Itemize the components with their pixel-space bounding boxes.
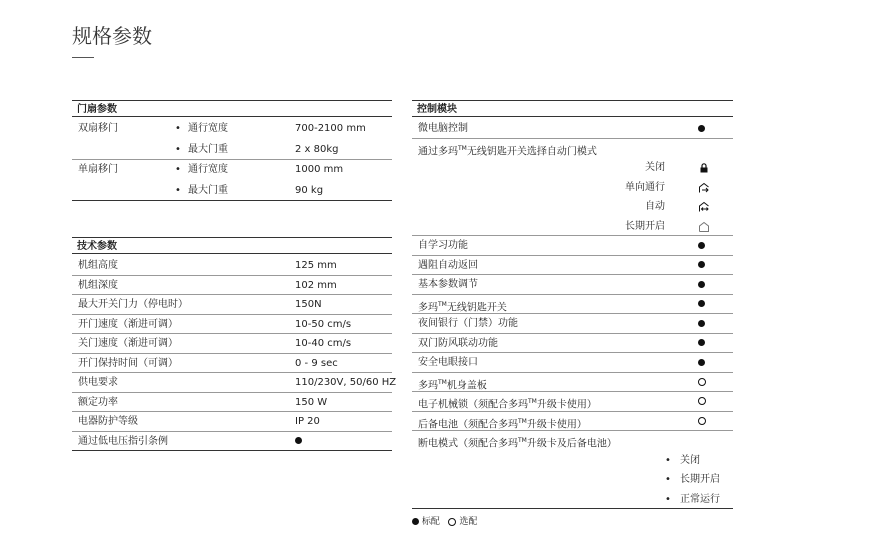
bullet: •	[665, 474, 671, 485]
control-label: 断电模式（须配合多玛™升级卡及后备电池）	[418, 437, 617, 450]
tech-value: 150N	[295, 299, 322, 310]
door-row-double-width	[72, 119, 392, 139]
standard-dot	[698, 236, 705, 256]
page-title: 规格参数	[72, 24, 152, 48]
filled-dot-icon	[698, 339, 705, 346]
mode-label: 长期开启	[625, 220, 665, 232]
bullet: •	[175, 123, 181, 134]
single-width-value: 1000 mm	[295, 164, 344, 175]
control-label: 双门防风联动功能	[418, 337, 498, 349]
auto-icon	[698, 201, 710, 213]
mode-label: 单向通行	[625, 181, 665, 193]
table-row	[72, 295, 392, 315]
control-label: 夜间银行（门禁）功能	[418, 318, 518, 329]
table-row	[412, 392, 733, 412]
table-row	[412, 275, 733, 295]
tech-value: 125 mm	[295, 260, 337, 271]
door-section-header: 门扇参数	[72, 100, 392, 117]
bullet: •	[175, 185, 181, 196]
filled-dot-icon	[698, 261, 705, 268]
optional-ring	[698, 392, 706, 412]
table-row	[72, 432, 392, 452]
hollow-circle-icon	[698, 378, 706, 386]
filled-dot-icon	[698, 359, 705, 366]
door-row-single-width	[72, 160, 392, 180]
tech-label: 关门速度（渐进可调）	[78, 338, 178, 349]
standard-dot	[698, 256, 705, 276]
power-fail-mode-row	[412, 451, 733, 471]
table-row	[412, 353, 733, 373]
legend-standard: 标配	[421, 517, 440, 527]
tech-label: 最大开关门力（停电时）	[78, 299, 188, 310]
control-label: 电子机械锁（须配合多玛™升级卡使用）	[418, 398, 597, 411]
hold-open-icon	[698, 221, 710, 233]
standard-dot	[698, 119, 705, 139]
mode-row-one-way	[412, 178, 733, 198]
control-label: 通过多玛™无线钥匙开关选择自动门模式	[418, 145, 597, 158]
power-fail-mode: 长期开启	[680, 474, 720, 485]
lock-icon	[698, 162, 710, 174]
filled-dot-icon	[698, 300, 705, 307]
table-row	[412, 139, 733, 159]
power-fail-mode: 关闭	[680, 454, 700, 466]
tech-value: 0 - 9 sec	[295, 357, 338, 369]
table-row	[72, 393, 392, 413]
mode-row-auto	[412, 197, 733, 217]
tech-value: IP 20	[295, 416, 320, 427]
table-row	[412, 236, 733, 256]
hollow-circle-icon	[448, 518, 456, 526]
table-row	[412, 412, 733, 432]
double-door-label: 双扇移门	[78, 123, 118, 134]
tech-label: 供电要求	[78, 377, 118, 388]
opening-width-label: 通行宽度	[188, 123, 228, 134]
control-label: 微电脑控制	[418, 123, 468, 134]
table-row	[72, 412, 392, 432]
tech-value: 110/230V, 50/60 HZ	[295, 377, 397, 388]
filled-dot-icon	[698, 242, 705, 249]
single-weight-value: 90 kg	[295, 185, 324, 196]
bullet: •	[665, 493, 671, 505]
door-row-single-weight	[72, 181, 392, 201]
hollow-circle-icon	[698, 417, 706, 425]
table-row	[412, 295, 733, 315]
tech-value: 10-50 cm/s	[295, 318, 352, 330]
table-row	[72, 256, 392, 276]
single-door-label: 单扇移门	[78, 164, 118, 175]
filled-dot-icon	[698, 125, 705, 132]
tech-label: 开门速度（渐进可调）	[78, 318, 178, 330]
door-row-double-weight	[72, 140, 392, 160]
tech-label: 机组深度	[78, 279, 118, 291]
filled-dot-icon	[412, 518, 419, 525]
filled-dot-icon	[698, 320, 705, 327]
table-row	[412, 314, 733, 334]
filled-dot-icon	[698, 281, 705, 288]
tech-label: 开门保持时间（可调）	[78, 357, 178, 369]
tech-value: 150 W	[295, 396, 328, 408]
max-weight-label: 最大门重	[188, 185, 228, 196]
tech-value: 102 mm	[295, 279, 337, 291]
tech-label: 额定功率	[78, 396, 118, 408]
bullet: •	[665, 454, 671, 466]
opening-width-label: 通行宽度	[188, 164, 228, 175]
optional-ring	[698, 373, 706, 393]
max-weight-label: 最大门重	[188, 144, 228, 155]
table-row	[412, 373, 733, 393]
mode-row-closed	[412, 158, 733, 178]
tech-section-header: 技术参数	[72, 237, 392, 254]
table-row	[72, 276, 392, 296]
legend	[412, 514, 477, 527]
filled-dot-icon	[295, 437, 302, 444]
table-row	[412, 334, 733, 354]
control-label: 安全电眼接口	[418, 357, 478, 368]
table-row	[412, 256, 733, 276]
table-row	[72, 354, 392, 374]
mode-row-hold-open	[412, 217, 733, 237]
tech-label: 机组高度	[78, 260, 118, 271]
standard-dot	[698, 334, 705, 354]
double-weight-value: 2 x 80kg	[295, 144, 339, 155]
tech-label: 电器防护等级	[78, 416, 138, 427]
standard-dot	[698, 275, 705, 295]
standard-dot	[698, 353, 705, 373]
control-label: 后备电池（须配合多玛™升级卡使用）	[418, 417, 587, 430]
double-width-value: 700-2100 mm	[295, 123, 366, 134]
bullet: •	[175, 164, 181, 175]
title-underline	[72, 57, 94, 58]
table-row	[72, 373, 397, 393]
tech-value: 10-40 cm/s	[295, 338, 352, 349]
tech-label: 通过低电压指引条例	[78, 435, 168, 447]
control-label: 基本参数调节	[418, 279, 478, 290]
one-way-icon	[698, 182, 710, 194]
power-fail-mode-row	[412, 490, 733, 510]
optional-ring	[698, 412, 706, 432]
control-label: 多玛™无线钥匙开关	[418, 300, 507, 313]
control-section-header: 控制模块	[412, 100, 733, 117]
table-row	[412, 119, 733, 139]
table-row	[412, 431, 733, 451]
standard-dot	[295, 432, 302, 452]
control-label: 遇阻自动返回	[418, 259, 478, 271]
control-label: 自学习功能	[418, 240, 468, 251]
legend-optional: 选配	[459, 517, 478, 527]
bullet: •	[175, 144, 181, 155]
power-fail-mode: 正常运行	[680, 493, 720, 505]
mode-label: 关闭	[645, 162, 665, 173]
table-row	[72, 315, 392, 335]
control-label: 多玛™机身盖板	[418, 378, 487, 391]
hollow-circle-icon	[698, 397, 706, 405]
standard-dot	[698, 295, 705, 315]
power-fail-mode-row	[412, 470, 733, 490]
mode-label: 自动	[645, 201, 665, 212]
table-row	[72, 334, 392, 354]
standard-dot	[698, 314, 705, 334]
